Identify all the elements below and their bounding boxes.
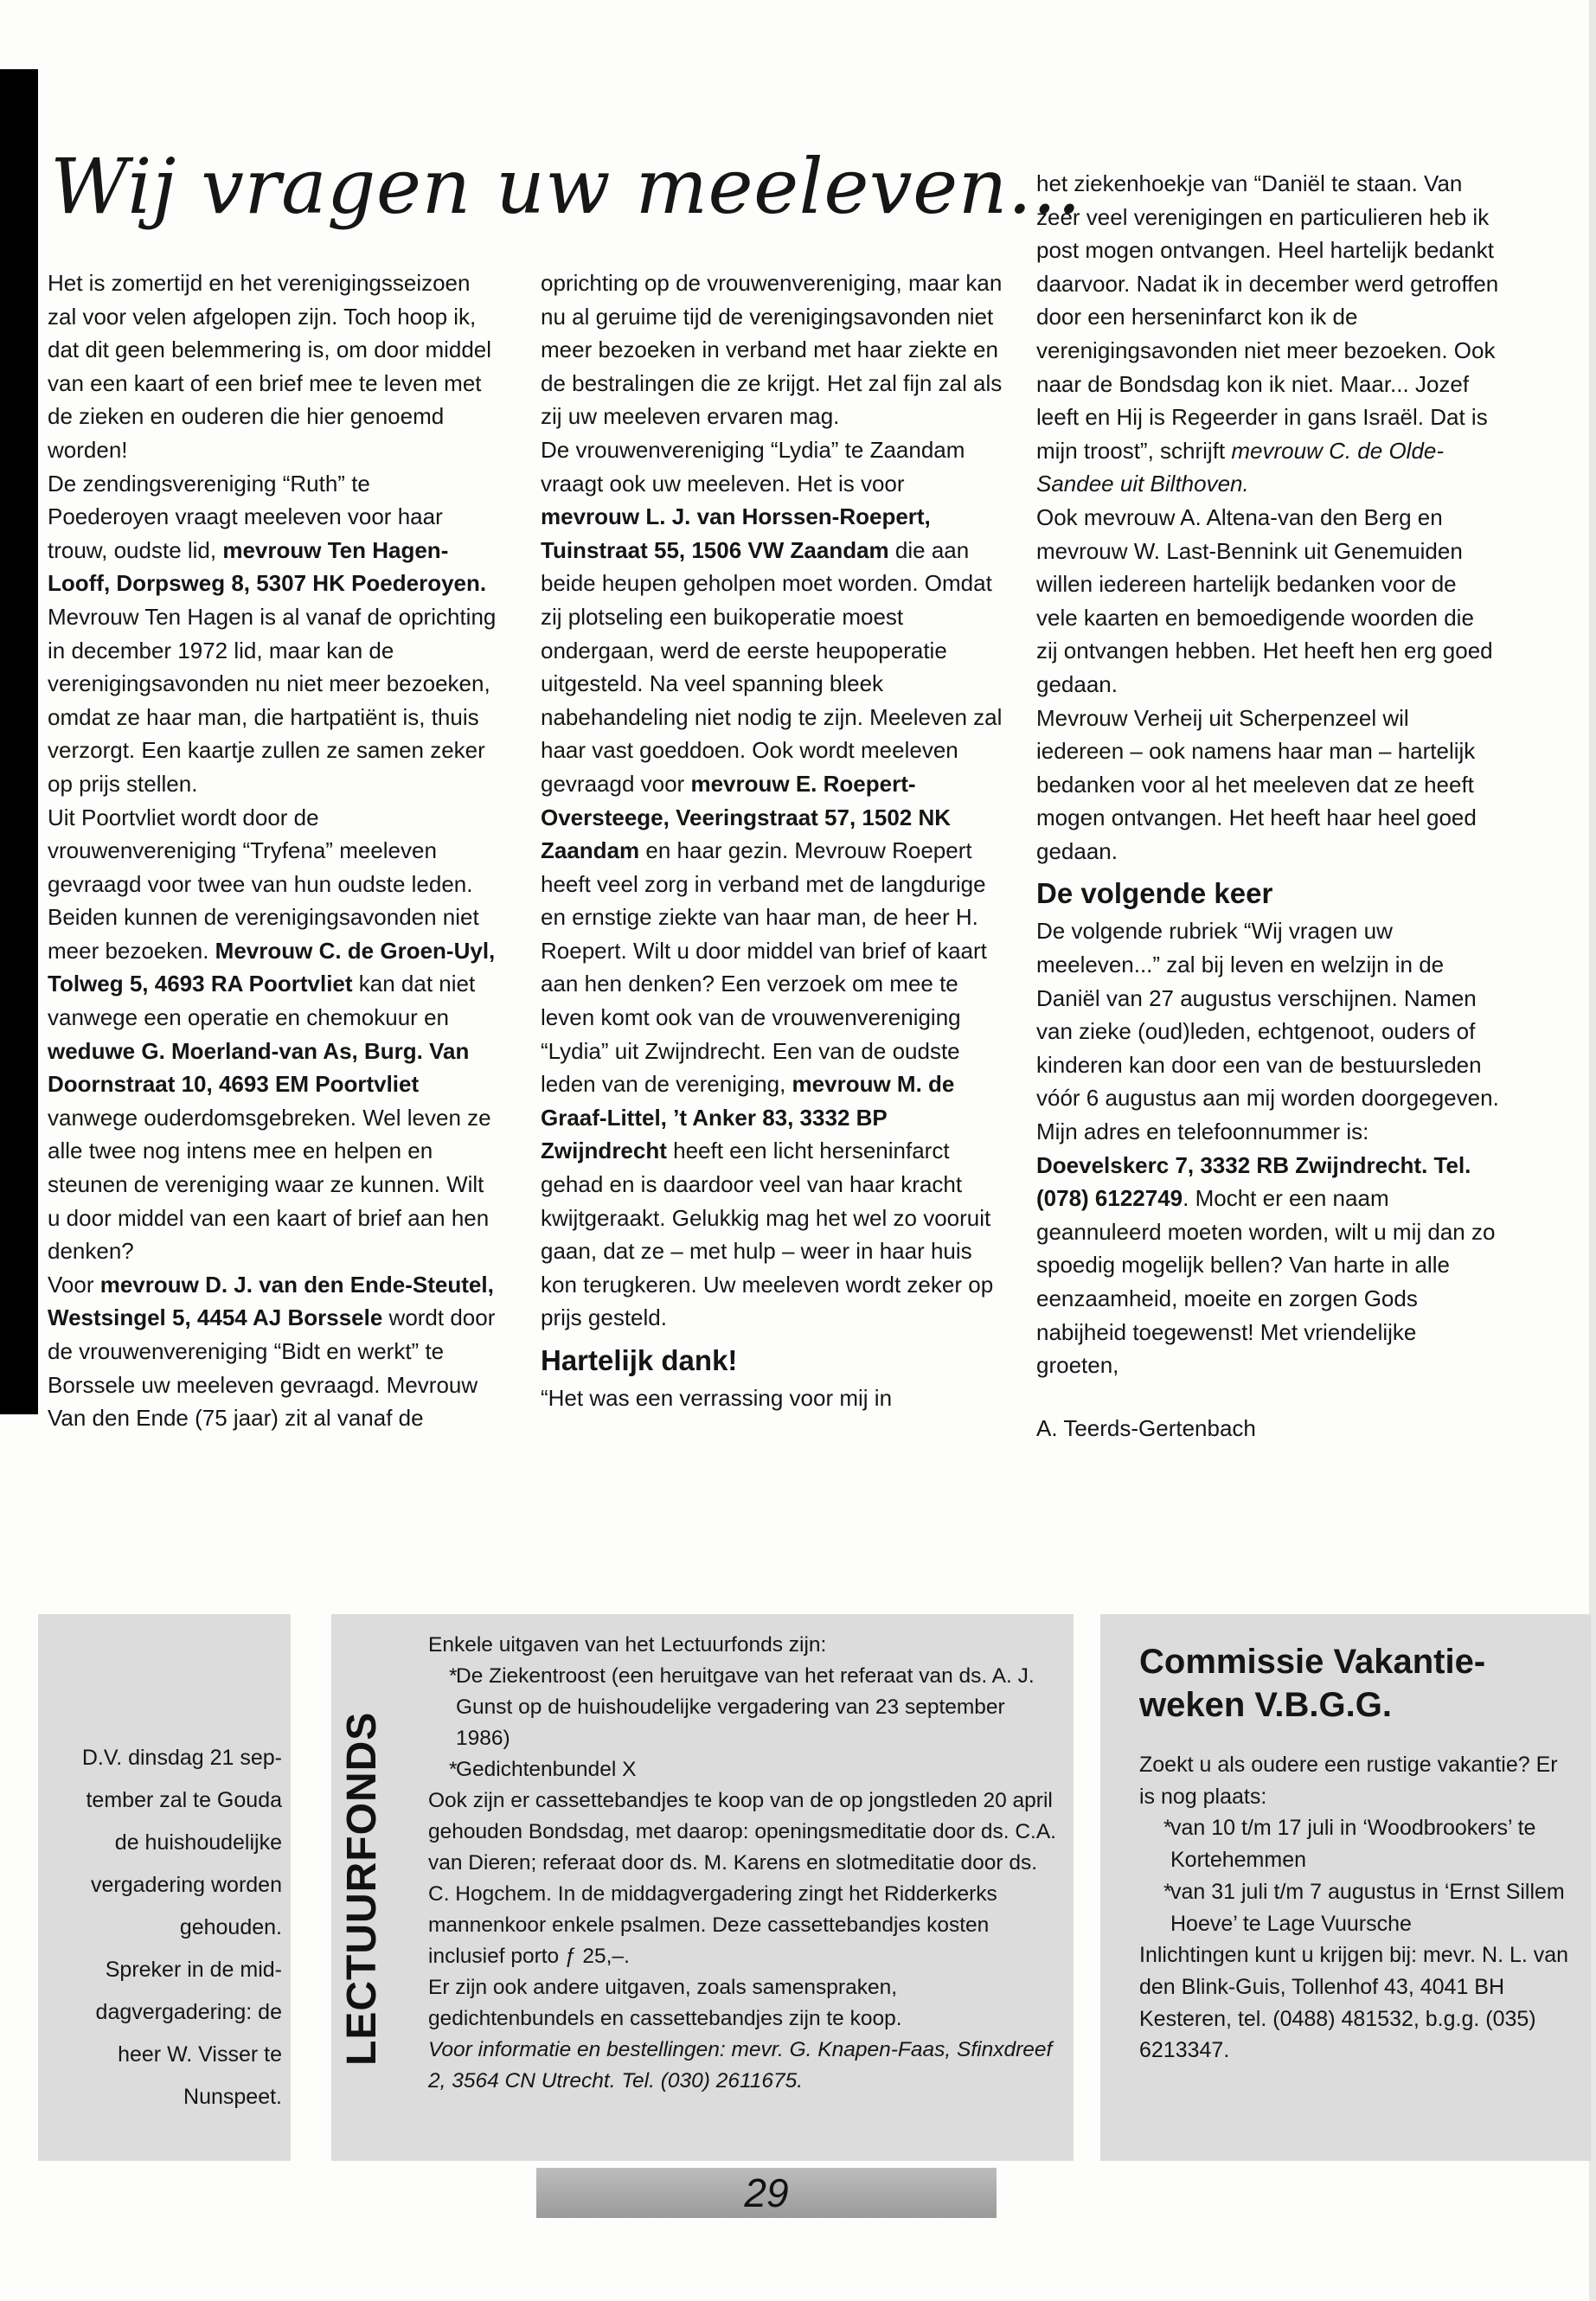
binding-shadow bbox=[0, 69, 38, 1414]
list-item: * van 10 t/m 17 juli in ‘Woodbrookers’ te Kortehemmen bbox=[1163, 1812, 1572, 1875]
paragraph: Uit Poortvliet wordt door de vrouwenvereniging “Tryfena” meeleven gevraagd voor twee van hun oudste leden. Beiden kunnen de verenigingsavonden niet meer bezoeken. Mevrouw C. de Groen-Uyl, Tolweg 5, 4693 RA Poortvliet kan dat niet vanwege een operatie en chemokuur en weduwe G. Moerland-van As, Burg. Van Doornstraat 10, 4693 EM Poortvliet vanwege ouderdomsgebreken. Wel leven ze alle twee nog intens mee en helpen en steunen de vereniging waar ze kunnen. Wilt u door middel van een kaart of brief aan hen denken? bbox=[48, 804, 496, 1265]
vertical-box-title: LECTUURFONDS bbox=[339, 1711, 385, 2066]
paragraph: “Het was een verrassing voor mij in bbox=[541, 1385, 893, 1411]
paragraph: De zendingsvereniging “Ruth” te Poederoyen vraagt meeleven voor haar trouw, oudste lid, mevrouw Ten Hagen-Looff, Dorpsweg 8, 5307 HK Poederoyen. Mevrouw Ten Hagen is al vanaf de oprichting in december 1972 lid, maar kan de verenigingsavonden nu niet meer bezoeken, omdat ze haar man, die hartpatiënt is, thuis verzorgt. Een kaartje zullen ze samen zeker op prijs stellen. bbox=[48, 470, 497, 797]
paragraph: De volgende rubriek “Wij vragen uw meeleven...” zal bij leven en welzijn in de Daniël van 27 augustus verschijnen. Namen van zieke (oud)leden, echtgenoot, ouders of kinderen kan door een van de bestuursleden vóór 6 augustus aan mij worden doorgegeven. Mijn adres en telefoonnummer is: Doevelskerc 7, 3332 RB Zwijndrecht. Tel. (078) 6122749. Mocht er een naam geannuleerd moeten worden, wilt u mij dan zo spoedig mogelijk bellen? Van harte in alle eenzaamheid, moeite en zorgen Gods nabijheid toegewenst! Met vriendelijke groeten, bbox=[1036, 918, 1499, 1379]
meeting-notice-box bbox=[38, 1614, 291, 2161]
order-info: Voor informatie en bestellingen: mevr. G. Knapen-Faas, Sfinxdreef 2, 3564 CN Utrecht. Tel. (030) 2611675. bbox=[428, 2038, 1053, 2093]
paragraph: De vrouwenvereniging “Lydia” te Zaandam vraagt ook uw meeleven. Het is voor mevrouw L. J. van Horssen-Roepert, Tuinstraat 55, 1506 VW Zaandam die aan beide heupen geholpen moet worden. Omdat zij plotseling een buikoperatie moest ondergaan, werd de eerste heupoperatie uitgesteld. Na veel spanning bleek nabehandeling niet nodig te zijn. Meeleven zal haar vast goeddoen. Ook wordt meeleven gevraagd voor mevrouw E. Roepert-Oversteege, Veeringstraat 57, 1502 NK Zaandam en haar gezin. Mevrouw Roepert heeft veel zorg in verband met de langdurige en ernstige ziekte van haar man, de heer H. Roepert. Wilt u door middel van brief of kaart aan hen denken? Een verzoek om mee te leven komt ook van de vrouwenvereniging “Lydia” uit Zwijndrecht. Een van de oudste leden van de vereniging, mevrouw M. de Graaf-Littel, ’t Anker 83, 3332 BP Zwijndrecht heeft een licht herseninfarct gehad en is daardoor veel van haar kracht kwijtgeraakt. Gelukkig mag het wel zo vooruit gaan, dat ze – met hulp – weer in haar huis kon terugkeren. Uw meeleven wordt zeker op prijs gesteld. bbox=[541, 436, 1003, 1331]
paragraph: oprichting op de vrouwenvereniging, maar kan nu al geruime tijd de verenigingsavonden niet meer bezoeken in verband met haar ziekte en de bestralingen die ze krijgt. Het zal fijn zal als zij uw meeleven ervaren mag. bbox=[541, 270, 1003, 430]
list-item: * van 31 juli t/m 7 augustus in ‘Ernst Sillem Hoeve’ te Lage Vuursche bbox=[1163, 1876, 1572, 1939]
paragraph: Het is zomertijd en het verenigingsseizoen zal voor velen afgelopen zijn. Toch hoop ik, dat dit geen belemmering is, om door middel van een kaart of een brief mee te leven met de zieken en ouderen die hier genoemd worden! bbox=[48, 270, 492, 463]
list-item: * Gedichtenbundel X bbox=[449, 1754, 1060, 1785]
article-column-2 bbox=[541, 266, 1003, 1415]
box-body: Enkele uitgaven van het Lectuurfonds zijn: * De Ziekentroost (een heruitgave van het referaat van ds. A. J. Gunst op de huishoudelijke vergadering van 23 september 1986) * Gedichtenbundel X Ook zijn er cassettebandjes te koop van de op jongstleden 20 april gehouden Bondsdag, met daarop: openingsmeditatie door ds. C.A. van Dieren; referaat door ds. M. Karens en slotmeditatie door ds. C. Hogchem. In de middagvergadering zingt het Ridderkerks mannenkoor enkele psalmen. Deze cassettebandjes kosten inclusief porto ƒ 25,–. Er zijn ook andere uitgaven, zoals samenspraken, gedichtenbundels en cassettebandjes zijn te koop. Voor informatie en bestellingen: mevr. G. Knapen-Faas, Sfinxdreef 2, 3564 CN Utrecht. Tel. (030) 2611675. bbox=[428, 1630, 1060, 2097]
paragraph: het ziekenhoekje van “Daniël te staan. Van zeer veel verenigingen en particulieren heb ik post mogen ontvangen. Heel hartelijk bedankt daarvoor. Nadat ik in december werd getroffen door een herseninfarct kon ik de verenigingsavonden niet meer bezoeken. Ook naar de Bondsdag kon ik niet. Maar... Jozef leeft en Hij is Regeerder in gans Israël. Dat is mijn troost”, schrijft mevrouw C. de Olde-Sandee uit Bilthoven. bbox=[1036, 170, 1499, 497]
box-heading: Commissie Vakantie- weken V.B.G.G. bbox=[1139, 1643, 1486, 1724]
publication-list bbox=[428, 1661, 1060, 1785]
article-title: Wij vragen uw meeleven... bbox=[50, 142, 1082, 231]
list-item: * De Ziekentroost (een heruitgave van het referaat van ds. A. J. Gunst op de huishoudelijke vergadering van 23 september 1986) bbox=[449, 1661, 1060, 1754]
lectuurfonds-box bbox=[331, 1614, 1074, 2161]
vacation-weeks-box bbox=[1100, 1614, 1591, 2161]
page-number: 29 bbox=[744, 2170, 789, 2215]
section-heading-next-time: De volgende keer bbox=[1036, 877, 1273, 910]
box-body: D.V. dinsdag 21 sep- tember zal te Gouda de huishoudelijke vergadering worden gehouden. Spreker in de mid- dagvergadering: de heer W. Visser te Nunspeet. bbox=[81, 1746, 282, 2109]
section-heading-thanks: Hartelijk dank! bbox=[541, 1344, 738, 1376]
author-signature: A. Teerds-Gertenbach bbox=[1036, 1414, 1256, 1441]
paragraph: Ook mevrouw A. Altena-van den Berg en mevrouw W. Last-Bennink uit Genemuiden willen iedereen hartelijk bedanken voor de vele kaarten en bemoedigende woorden die zij ontvangen hebben. Het heeft hen erg goed gedaan. bbox=[1036, 503, 1493, 697]
vacation-list bbox=[1139, 1812, 1572, 1939]
paragraph: Mevrouw Verheij uit Scherpenzeel wil iedereen – ook namens haar man – hartelijk bedanken voor al het meeleven dat ze heeft mogen ontvangen. Het heeft haar heel goed gedaan. bbox=[1036, 704, 1477, 864]
article-column-3 bbox=[1036, 167, 1499, 1445]
box-body: Zoekt u als oudere een rustige vakantie? Er is nog plaats: * van 10 t/m 17 juli in ‘Woodbrookers’ te Kortehemmen * van 31 juli t/m 7 augustus in ‘Ernst Sillem Hoeve’ te Lage Vuursche Inlichtingen kunt u krijgen bij: mevr. N. L. van den Blink-Guis, Tollenhof 43, 4041 BH Kesteren, tel. (0488) 481532, b.g.g. (035) 6213347. bbox=[1139, 1749, 1572, 2067]
article-column-1 bbox=[48, 266, 497, 1435]
paragraph: Voor mevrouw D. J. van den Ende-Steutel, Westsingel 5, 4454 AJ Borssele wordt door de vrouwenvereniging “Bidt en werkt” te Borssele uw meeleven gevraagd. Mevrouw Van den Ende (75 jaar) zit al vanaf de bbox=[48, 1271, 496, 1432]
